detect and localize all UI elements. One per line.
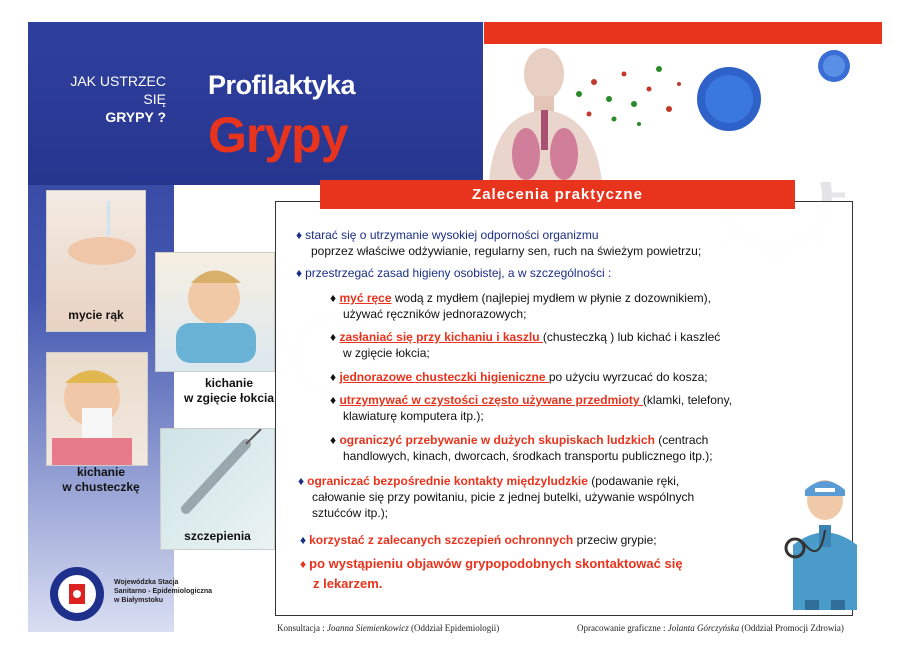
subitem-skupiska-cont: handlowych, kinach, dworcach, środkach transportu publicznego itp.); — [343, 449, 713, 463]
institution-line: Sanitarno - Epidemiologiczna — [114, 588, 213, 595]
item-text: starać się o utrzymanie wysokiej odporności organizmu — [305, 228, 599, 242]
diamond-bullet-icon: ♦ — [330, 330, 340, 344]
item-emphasis: korzystać z zalecanych szczepień ochronnych — [309, 533, 574, 547]
caption-szczepienia: szczepienia — [184, 529, 251, 543]
kicker-line1: JAK USTRZEC SIĘ — [70, 73, 166, 107]
footer-name: Jolanta Górczyńska — [667, 623, 740, 633]
photo-sneeze-elbow — [155, 252, 275, 372]
subitem-emphasis: utrzymywać w czystości często używane przedmioty — [339, 393, 643, 407]
footer-consultation — [277, 623, 499, 633]
item-lekarz — [300, 556, 683, 572]
item-odpornosc — [296, 228, 599, 243]
caption-line: w zgięcie łokcia — [183, 391, 275, 405]
subitem-emphasis: jednorazowe chusteczki higieniczne — [339, 370, 549, 384]
diamond-bullet-icon: ♦ — [296, 266, 303, 280]
item-lekarz-cont — [313, 576, 382, 592]
subitem-text: (centrach — [654, 433, 709, 447]
caption-mycie-rak: mycie rąk — [68, 308, 124, 322]
item-kontakty-cont: całowanie się przy powitaniu, picie z jednej butelki, używanie wspólnych — [312, 490, 695, 504]
diamond-bullet-icon: ♦ — [300, 533, 307, 547]
caption-line: kichanie — [204, 376, 254, 390]
sanitary-inspection-logo — [48, 565, 106, 623]
subitem-text: (chusteczką ) lub kichać i kaszleć — [542, 330, 721, 344]
caption-kichanie-chusteczka — [46, 465, 156, 495]
subitem-emphasis: zasłaniać się przy kichaniu i kaszlu — [339, 330, 543, 344]
subitem-text: po użyciu wyrzucać do kosza; — [548, 370, 708, 384]
diamond-bullet-icon: ♦ — [298, 474, 305, 488]
footer-label: Konsultacja : — [277, 623, 327, 633]
photo-handwashing — [46, 190, 146, 332]
subitem-skupiska — [330, 433, 708, 448]
institution-line: w Białymstoku — [114, 597, 164, 604]
title-line1: Profilaktyka — [208, 70, 356, 100]
subitem-czystosc — [330, 393, 732, 408]
item-kontakty-cont2: sztućców itp.); — [312, 506, 389, 520]
kicker-line2: GRYPY ? — [105, 109, 166, 125]
body-lungs-illustration — [484, 44, 882, 182]
item-emphasis: z lekarzem. — [313, 576, 383, 591]
photo-sneeze-tissue — [46, 352, 148, 466]
footer-label: Opracowanie graficzne : — [577, 623, 668, 633]
subitem-myc-rece — [330, 291, 711, 306]
diamond-bullet-icon: ♦ — [296, 228, 303, 242]
item-text: (podawanie ręki, — [587, 474, 680, 488]
caption-kichanie-lokiec — [170, 376, 288, 406]
item-text: przestrzegać zasad higieny osobistej, a w szczególności : — [305, 266, 612, 280]
institution-line: Wojewódzka Stacja — [114, 579, 179, 586]
footer-name: Joanna Siemienkowicz — [327, 623, 409, 633]
diamond-bullet-icon: ♦ — [330, 370, 340, 384]
diamond-bullet-icon: ♦ — [330, 433, 340, 447]
title-line2: Grypy — [208, 107, 348, 163]
item-emphasis: ograniczać bezpośrednie kontakty międzyludzkie — [307, 474, 588, 488]
panel-header: Zalecenia praktyczne — [320, 180, 795, 209]
footer-dept: (Oddział Promocji Zdrowia) — [739, 623, 844, 633]
subitem-myc-rece-cont: używać ręczników jednorazowych; — [343, 307, 527, 321]
item-odpornosc-cont: poprzez właściwe odżywianie, regularny sen, ruch na świeżym powietrzu; — [311, 244, 702, 258]
diamond-bullet-icon: ♦ — [300, 557, 307, 571]
top-red-bar — [484, 22, 882, 44]
item-szczepienia — [300, 533, 657, 548]
item-emphasis: po wystąpieniu objawów grypopodobnych skontaktować się — [309, 556, 683, 571]
hands-icon — [47, 191, 145, 291]
item-kontakty — [298, 474, 679, 489]
subitem-zaslaniac — [330, 330, 720, 345]
footer-graphics — [577, 623, 844, 633]
subitem-chusteczki — [330, 370, 708, 385]
diamond-bullet-icon: ♦ — [330, 291, 340, 305]
caption-line: kichanie — [76, 465, 126, 479]
photo-vaccination — [160, 428, 275, 550]
subitem-emphasis: myć ręce — [339, 291, 392, 305]
institution-name — [114, 578, 212, 605]
diamond-bullet-icon: ♦ — [330, 393, 340, 407]
subitem-czystosc-cont: klawiaturę komputera itp.); — [343, 409, 484, 423]
doctor-illustration — [775, 470, 865, 610]
item-text: przeciw grypie; — [573, 533, 657, 547]
subitem-text: wodą z mydłem (najlepiej mydłem w płynie z dozownikiem), — [391, 291, 711, 305]
syringe-icon — [161, 429, 274, 524]
item-higiena — [296, 266, 611, 281]
subitem-text: (klamki, telefony, — [642, 393, 733, 407]
kicker-text — [44, 72, 166, 126]
subitem-emphasis: ograniczyć przebywanie w dużych skupiskach ludzkich — [339, 433, 655, 447]
caption-line: w chusteczkę — [62, 480, 140, 494]
footer-dept: (Oddział Epidemiologii) — [408, 623, 500, 633]
subitem-zaslaniac-cont: w zgięcie łokcia; — [343, 346, 430, 360]
